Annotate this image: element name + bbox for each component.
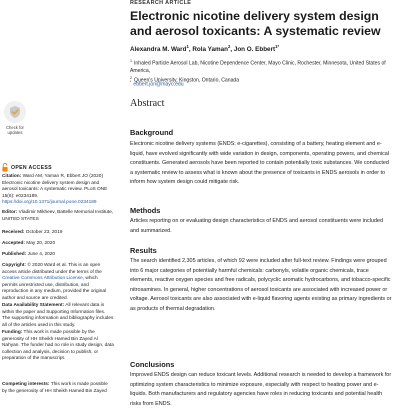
section-heading-conclusions: Conclusions bbox=[130, 360, 175, 369]
author-affiliation-mark: 1* bbox=[275, 44, 280, 49]
author-name[interactable]: Jon O. Ebbert bbox=[233, 46, 276, 54]
editor-text: Vladimir Mikheev, Battelle Memorial Institute, UNITED STATES bbox=[2, 210, 114, 222]
author-name[interactable]: Alexandra M. Ward bbox=[130, 46, 187, 54]
author-name[interactable]: Rola Yaman bbox=[192, 46, 228, 54]
open-access-label: OPEN ACCESS bbox=[11, 164, 52, 171]
check-for-updates-button[interactable] bbox=[2, 101, 28, 135]
accepted-date bbox=[2, 241, 114, 248]
funding-text: This work is made possible by the generosity of HH Sheikh Hamed Bin Zayed Al Nahyan. The funder had no role in study design, data collection and analysis, decision to publish, or preparation of the manuscript. bbox=[2, 330, 114, 361]
copyright-label: Copyright: bbox=[2, 263, 27, 268]
competing-interests-block bbox=[2, 382, 114, 395]
received-text: October 23, 2019 bbox=[25, 230, 63, 235]
author-affiliation-mark: 1 bbox=[186, 44, 189, 49]
received-date bbox=[2, 230, 114, 237]
article-main bbox=[130, 0, 392, 407]
email-mark: * bbox=[130, 80, 132, 84]
license-link[interactable]: Creative Commons Attribution License bbox=[2, 276, 83, 281]
section-heading-background: Background bbox=[130, 128, 174, 137]
affiliation-text: Queen's University, Kingston, Ontario, Canada bbox=[134, 77, 240, 84]
funding-block bbox=[2, 330, 114, 363]
email-link[interactable]: ebbert.jon@mayo.edu bbox=[133, 81, 184, 88]
section-text-background: Electronic nicotine delivery systems (ENDS; e-cigarettes), consisting of a battery, heating element and e-liquid, have evolved significantly with wide variation in design, components, operating powers, and chemical constituents. Generated aerosols have been reported to contain potentially toxic substances. We conducted a systematic review to assess what is known about the presence of toxicants in ENDS aerosols in order to inform how system design could mitigate risk. bbox=[130, 141, 390, 186]
article-type: RESEARCH ARTICLE bbox=[130, 0, 192, 6]
doi-link[interactable]: https://doi.org/10.1371/journal.pone.0234189 bbox=[2, 200, 97, 205]
published-label: Published: bbox=[2, 252, 27, 257]
citation-label: Citation: bbox=[2, 174, 22, 179]
editor-block bbox=[2, 210, 114, 223]
author-affiliation-mark: 2 bbox=[227, 44, 231, 49]
check-for-updates-label: Check for updates bbox=[6, 125, 24, 135]
article-sidebar bbox=[0, 0, 122, 400]
data-availability-label: Data Availability Statement: bbox=[2, 303, 65, 308]
section-text-results: The search identified 2,305 articles, of which 92 were included after full-text review. Findings were grouped into 6 major categories of potentially harmful chemicals: carbonyls, volatile organic chemicals, trace elements, reactive oxygen species and free radicals, polycyclic aromatic hydrocarbons, and tobacco-specific nitrosamines. In general, higher concentrations of aerosol toxicants are associated with increased power or voltage. Aerosol toxicants are also associated with e-liquid flavoring agents existing as primary ingredients or as products of thermal degradation. bbox=[130, 258, 392, 312]
affiliation-mark: 2 bbox=[130, 75, 132, 80]
affiliation-text: Inhaled Particle Aerosol Lab, Nicotine Dependence Center, Mayo Clinic, Rochester, Minnesota, United States of America, bbox=[130, 60, 386, 74]
funding-label: Funding: bbox=[2, 330, 23, 335]
corresponding-email bbox=[130, 80, 184, 88]
data-availability-text: All relevant data is within the paper and Supporting Information files. The supporting information and bibliography includes all of the articles used in this study. bbox=[2, 303, 114, 328]
accepted-text: May 20, 2020 bbox=[26, 241, 56, 246]
copyright-text: © 2020 Ward et al. This is an open access article distributed under the terms of the bbox=[2, 263, 102, 275]
copyright-block bbox=[2, 263, 114, 302]
open-access-badge bbox=[2, 163, 52, 172]
citation-text: Ward AM, Yaman R, Ebbert JO (2020) Electronic nicotine delivery system design and aerosol toxicants: A systematic review. PLoS ONE 15(6): e0234189. bbox=[2, 174, 108, 199]
section-text-conclusions: Improved ENDS design can reduce toxicant levels. Additional research is needed to develop a framework for optimizing system characteristics to minimize exposure, especially with respect to heating power and e-liquids. Both manufacturers and regulatory agencies have roles in reducing toxicants and potential health risks from ENDS. bbox=[130, 372, 392, 407]
section-text-methods: Articles reporting on or evaluating design characteristics of ENDS and aerosol constituents were included and summarized. bbox=[130, 218, 383, 234]
copyright-text-end: , which permits unrestricted use, distribution, and reproduction in any medium, provided the original author and source are credited. bbox=[2, 276, 107, 301]
published-date bbox=[2, 252, 114, 259]
open-access-lock-icon bbox=[2, 163, 8, 172]
data-availability-block bbox=[2, 303, 114, 329]
check-for-updates-icon bbox=[4, 101, 26, 123]
competing-interests-label: Competing interests: bbox=[2, 382, 50, 387]
accepted-label: Accepted: bbox=[2, 241, 25, 246]
received-label: Received: bbox=[2, 230, 25, 235]
section-heading-methods: Methods bbox=[130, 206, 161, 215]
published-text: June 4, 2020 bbox=[27, 252, 56, 257]
abstract-heading: Abstract bbox=[130, 98, 165, 109]
affiliation-mark: 1 bbox=[130, 59, 132, 63]
citation-block bbox=[2, 174, 114, 207]
affiliation-line bbox=[130, 58, 392, 75]
editor-label: Editor: bbox=[2, 210, 18, 215]
author-list: Alexandra M. Ward$^1$, Rola Yaman$^2$, Jon O. Ebbert$^{1*}$ bbox=[130, 44, 280, 54]
competing-interests-text: This work is made possible by the generosity of HH Sheikh Hamed Bin Zayed bbox=[2, 382, 108, 394]
section-heading-results: Results bbox=[130, 246, 157, 255]
article-title: Electronic nicotine delivery system design and aerosol toxicants: A systematic review bbox=[130, 9, 381, 38]
